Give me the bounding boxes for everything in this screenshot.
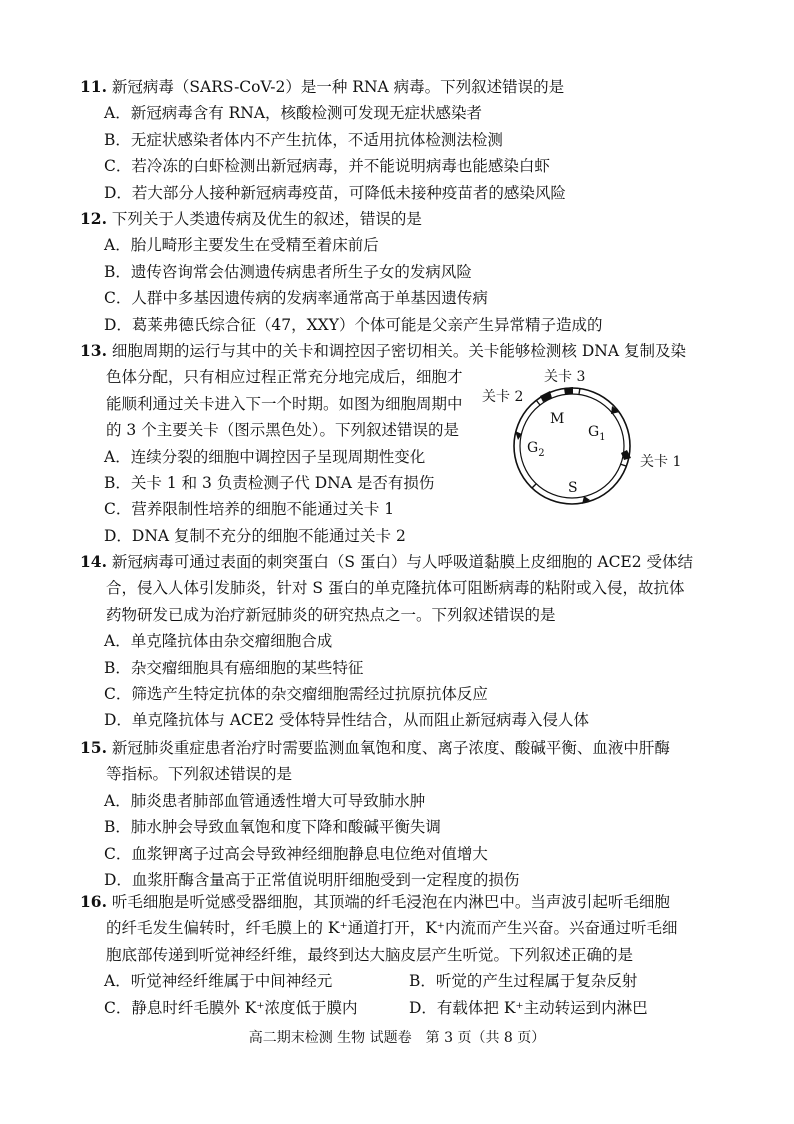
question-12 (74, 206, 714, 338)
question-text-line: 的 3 个主要关卡（图示黑色处）。下列叙述错误的是 (106, 421, 459, 440)
option-c: C．营养限制性培养的细胞不能通过关卡 1 (104, 500, 395, 519)
option-d: D．单克隆抗体与 ACE2 受体特异性结合，从而阻止新冠病毒入侵人体 (104, 711, 590, 730)
options-row (74, 995, 714, 1021)
question-text-line: 色体分配，只有相应过程正常充分地完成后，细胞才 (106, 368, 463, 387)
option-d: D．有载体把 K⁺主动转运到内淋巴 (409, 998, 648, 1017)
divider-m-g1 (579, 388, 580, 394)
question-number: 11. (80, 77, 107, 96)
question-stem (74, 206, 714, 232)
question-11 (74, 74, 714, 206)
question-text: 细胞周期的运行与其中的关卡和调控因子密切相关。关卡能够检测核 DNA 复制及染 (111, 342, 686, 360)
question-text: 新冠病毒（SARS-CoV-2）是一种 RNA 病毒。下列叙述错误的是 (111, 78, 565, 96)
question-text: 新冠肺炎重症患者治疗时需要监测血氧饱和度、离子浓度、酸碱平衡、血液中肝酶 (111, 739, 670, 757)
option-c: C．人群中多基因遗传病的发病率通常高于单基因遗传病 (104, 289, 488, 308)
option-a: A．新冠病毒含有 RNA，核酸检测可发现无症状感染者 (104, 104, 483, 123)
page-footer: 高二期末检测 生物 试题卷 第 3 页（共 8 页） (248, 1030, 546, 1046)
phase-g1-label: $G_1$ (588, 424, 606, 443)
option-b: B．杂交瘤细胞具有癌细胞的某些特征 (104, 658, 364, 677)
question-number: 15. (80, 738, 107, 757)
option-c: C．血浆钾离子过高会导致神经细胞静息电位绝对值增大 (104, 844, 488, 863)
question-number: 16. (80, 892, 107, 911)
question-15 (74, 735, 714, 893)
cell-cycle-diagram (480, 368, 710, 518)
option-b: B．遗传咨询常会估测遗传病患者所生子女的发病风险 (104, 262, 472, 281)
phase-s-label: S (568, 480, 578, 496)
question-stem (74, 74, 714, 100)
phase-g2-label: $G_2$ (527, 440, 545, 459)
option-a: A．听觉神经纤维属于中间神经元 (104, 972, 333, 991)
option-a: A．胎儿畸形主要发生在受精至着床前后 (104, 236, 379, 255)
option-d: D．DNA 复制不充分的细胞不能通过关卡 2 (104, 526, 406, 545)
question-stem (74, 338, 714, 364)
question-text: 下列关于人类遗传病及优生的叙述，错误的是 (111, 210, 422, 228)
checkpoint-3-mark (564, 387, 573, 395)
question-stem (74, 735, 714, 761)
question-text-line: 能顺利通过关卡进入下一个时期。如图为细胞周期中 (106, 394, 463, 413)
question-stem (74, 889, 714, 915)
checkpoint-3-label: 关卡 3 (544, 369, 586, 385)
checkpoint-2-label: 关卡 2 (482, 389, 524, 405)
question-16 (74, 889, 714, 1021)
question-number: 14. (80, 552, 107, 571)
phase-m-label: M (550, 411, 565, 427)
divider-s-g2 (532, 484, 536, 488)
option-c: C．若冷冻的白虾检测出新冠病毒，并不能说明病毒也能感染白虾 (104, 157, 550, 176)
question-14 (74, 549, 714, 734)
question-number: 13. (80, 341, 107, 360)
question-number: 12. (80, 209, 107, 228)
question-text-line: 胞底部传递到听觉神经纤维，最终到达大脑皮层产生听觉。下列叙述正确的是 (106, 945, 634, 964)
option-c: C．筛选产生特定抗体的杂交瘤细胞需经过抗原抗体反应 (104, 684, 488, 703)
option-a: A．肺炎患者肺部血管通透性增大可导致肺水肿 (104, 791, 426, 810)
option-a: A．单克隆抗体由杂交瘤细胞合成 (104, 632, 333, 651)
question-text-line: 等指标。下列叙述错误的是 (106, 765, 293, 784)
question-text: 听毛细胞是听觉感受器细胞，其顶端的纤毛浸泡在内淋巴中。当声波引起听毛细胞 (111, 893, 670, 911)
checkpoint-2-mark (540, 391, 552, 402)
question-text: 新冠病毒可通过表面的刺突蛋白（S 蛋白）与人呼吸道黏膜上皮细胞的 ACE2 受体结 (111, 553, 694, 571)
option-c: C．静息时纤毛膜外 K⁺浓度低于膜内 (104, 998, 358, 1017)
option-a: A．连续分裂的细胞中调控因子呈现周期性变化 (104, 447, 426, 466)
option-b: B．无症状感染者体内不产生抗体，不适用抗体检测法检测 (104, 130, 503, 149)
question-text-line: 的纤毛发生偏转时，纤毛膜上的 K⁺通道打开，K⁺内流而产生兴奋。兴奋通过听毛细 (106, 919, 678, 938)
option-d: D．血浆肝酶含量高于正常值说明肝细胞受到一定程度的损伤 (104, 870, 520, 889)
options-row (74, 968, 714, 994)
divider-g2-m (536, 400, 540, 405)
option-d: D．若大部分人接种新冠病毒疫苗，可降低未接种疫苗者的感染风险 (104, 183, 566, 202)
question-stem (74, 549, 714, 575)
option-b: B．肺水肿会导致血氧饱和度下降和酸碱平衡失调 (104, 818, 441, 837)
checkpoint-1-label: 关卡 1 (640, 454, 682, 470)
option-b: B．听觉的产生过程属于复杂反射 (409, 972, 638, 991)
divider-g1-s (620, 464, 626, 466)
option-b: B．关卡 1 和 3 负责检测子代 DNA 是否有损伤 (104, 473, 435, 492)
option-d: D．葛莱弗德氏综合征（47，XXY）个体可能是父亲产生异常精子造成的 (104, 315, 603, 334)
question-text-line: 合，侵入人体引发肺炎，针对 S 蛋白的单克隆抗体可阻断病毒的粘附或入侵，故抗体 (106, 579, 685, 598)
question-text-line: 药物研发已成为治疗新冠肺炎的研究热点之一。下列叙述错误的是 (106, 605, 556, 624)
